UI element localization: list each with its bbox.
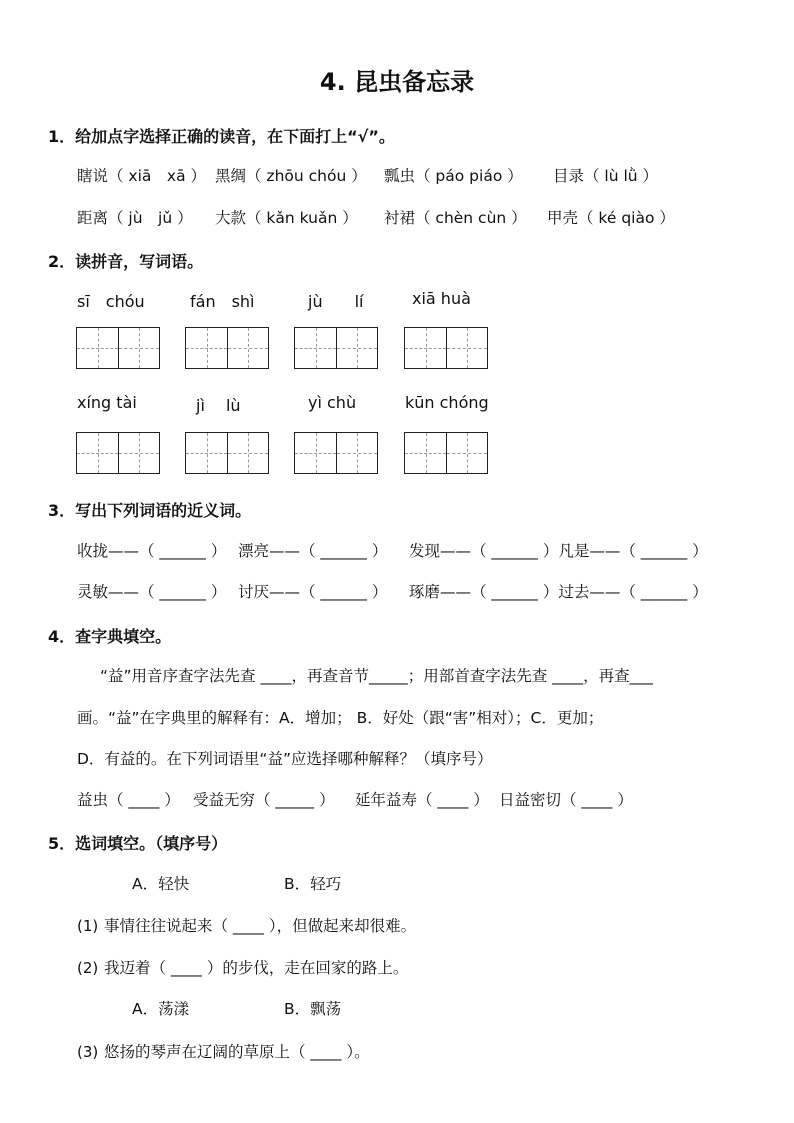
pinyin-label: sī chóu xyxy=(77,292,145,311)
question-5-heading: 5．选词填空。（填序号） xyxy=(48,834,228,853)
question-3-heading: 3．写出下列词语的近义词。 xyxy=(48,501,252,520)
q4-item: 益虫（ ____ ） xyxy=(77,791,180,809)
q1-item: 瓢虫（ páo piáo ） xyxy=(384,167,523,185)
pinyin-label: xíng tài xyxy=(77,393,137,412)
option: A．轻快 xyxy=(132,875,190,893)
q4-item: 延年益寿（ ____ ） xyxy=(355,791,489,809)
question-2-heading: 2．读拼音，写词语。 xyxy=(48,252,204,271)
q1-item: 衬裙（ chèn cùn ） xyxy=(384,209,527,227)
writing-grid[interactable] xyxy=(404,432,488,474)
q1-item: 甲壳（ ké qiào ） xyxy=(547,209,675,227)
sentence-number: (2) xyxy=(77,959,99,977)
writing-grid[interactable] xyxy=(294,432,378,474)
q1-item: 距离（ jù jǔ ） xyxy=(77,209,193,227)
q3-item: 发现——（ ______ ）凡是——（ ______ ） xyxy=(409,542,708,560)
q3-item: 收拢——（ ______ ） xyxy=(77,542,227,560)
option: B．飘荡 xyxy=(284,1000,342,1018)
pinyin-label: kūn chóng xyxy=(405,393,489,412)
q3-item: 漂亮——（ ______ ） xyxy=(238,542,388,560)
writing-grid[interactable] xyxy=(185,327,269,369)
writing-grid[interactable] xyxy=(404,327,488,369)
question-1-heading: 1．给加点字选择正确的读音，在下面打上“√”。 xyxy=(48,127,395,146)
sentence: 悠扬的琴声在辽阔的草原上（ ____ ）。 xyxy=(104,1043,370,1061)
q4-line: D．有益的。在下列词语里“益”应选择哪种解释？（填序号） xyxy=(77,750,493,768)
writing-grid[interactable] xyxy=(76,432,160,474)
q1-item: 黑绸（ zhōu chóu ） xyxy=(215,167,367,185)
sentence: 我迈着（ ____ ）的步伐，走在回家的路上。 xyxy=(104,959,409,977)
q4-line: “益”用音序查字法先查 ____，再查音节_____；用部首查字法先查 ____，再查___ xyxy=(100,667,653,685)
writing-grid[interactable] xyxy=(76,327,160,369)
page-title: 4. 昆虫备忘录 xyxy=(319,68,475,96)
pinyin-label: fán shì xyxy=(190,292,255,311)
q3-item: 灵敏——（ ______ ） xyxy=(77,583,227,601)
q1-item: 目录（ lù lǜ ） xyxy=(553,167,659,185)
pinyin-label: xiā huà xyxy=(412,289,471,308)
sentence-number: (1) xyxy=(77,917,99,935)
q1-item: 大款（ kǎn kuǎn ） xyxy=(215,209,358,227)
option: B．轻巧 xyxy=(284,875,342,893)
writing-grid[interactable] xyxy=(185,432,269,474)
sentence: 事情往往说起来（ ____ ），但做起来却很难。 xyxy=(104,917,417,935)
q1-item: 瞎说（ xiā xā ） xyxy=(77,167,207,185)
sentence-number: (3) xyxy=(77,1043,99,1061)
q4-item: 日益密切（ ____ ） xyxy=(499,791,633,809)
question-4-heading: 4．查字典填空。 xyxy=(48,627,172,646)
q3-item: 琢磨——（ ______ ）过去——（ ______ ） xyxy=(409,583,708,601)
pinyin-label: yì chù xyxy=(308,393,357,412)
q4-line: 画。“益”在字典里的解释有：A．增加； B．好处（跟“害”相对）；C．更加； xyxy=(77,709,604,727)
option: A．荡漾 xyxy=(132,1000,190,1018)
writing-grid[interactable] xyxy=(294,327,378,369)
pinyin-label: jù lí xyxy=(308,292,364,311)
q3-item: 讨厌——（ ______ ） xyxy=(238,583,388,601)
q4-item: 受益无穷（ _____ ） xyxy=(193,791,335,809)
pinyin-label: jì lù xyxy=(196,396,241,415)
